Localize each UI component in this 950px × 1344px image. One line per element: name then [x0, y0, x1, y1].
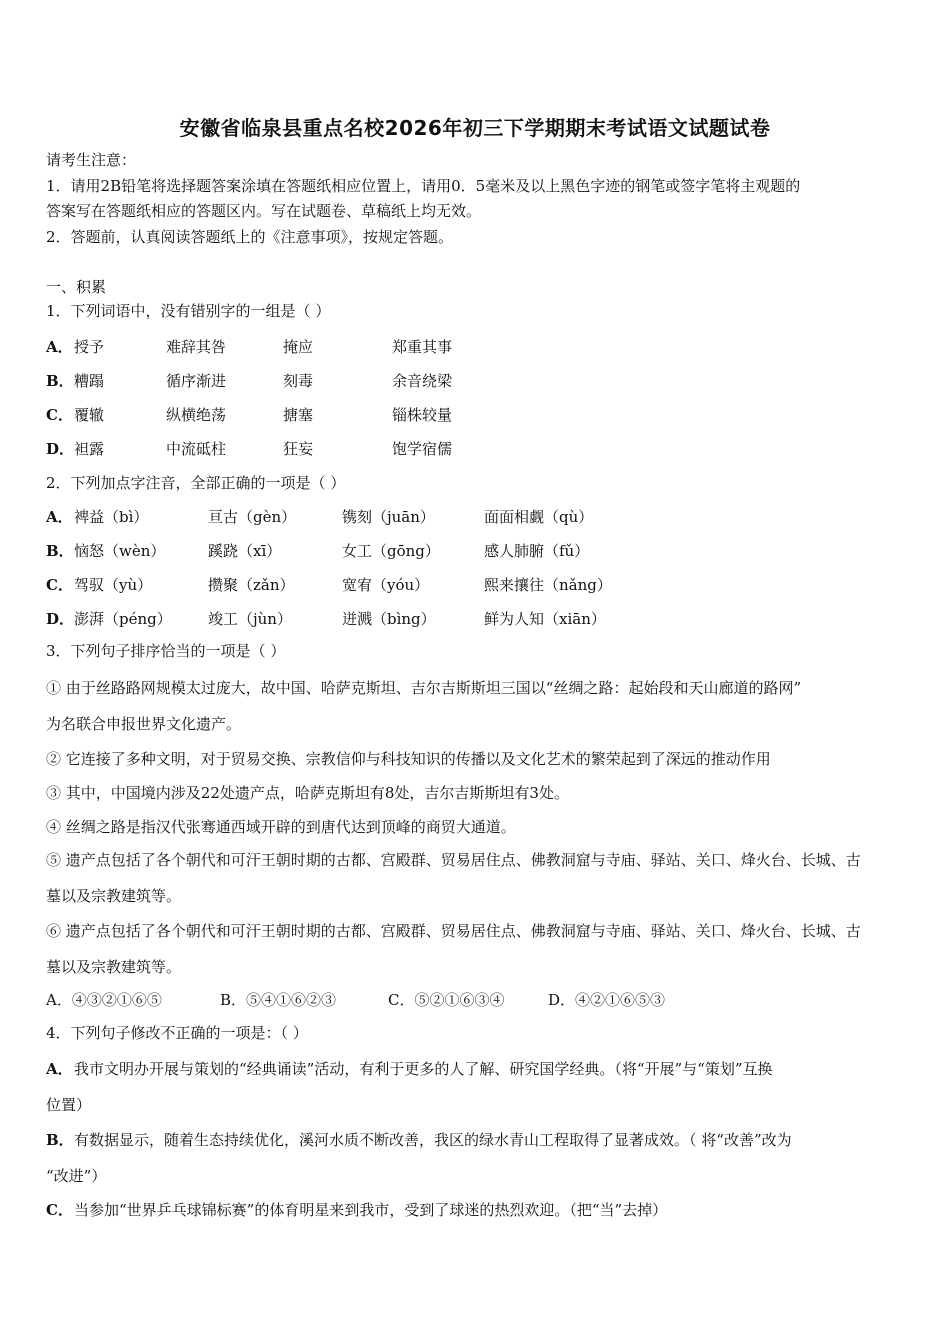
- option-word: 攒聚（zǎn）: [208, 576, 295, 594]
- option-word: 迸溅（bìng）: [342, 610, 436, 628]
- option-word: 难辞其咎: [166, 338, 227, 356]
- option-word: 掩应: [283, 338, 314, 356]
- q3-option-b: B．⑤④①⑥②③: [220, 991, 337, 1009]
- option-word: 女工（gōng）: [342, 542, 440, 560]
- option-word: 蹊跷（xī）: [208, 542, 282, 560]
- q4-option-b-line-2: “改进”）: [46, 1167, 107, 1185]
- option-word: 面面相觑（qù）: [484, 508, 594, 526]
- option-word: 余音绕梁: [392, 372, 453, 390]
- option-label: D．: [46, 440, 75, 458]
- option-label: A．: [46, 508, 73, 526]
- option-word: 狂妄: [283, 440, 314, 458]
- option-word: 澎湃（péng）: [74, 610, 172, 628]
- option-word: 刻毒: [283, 372, 314, 390]
- option-word: 循序渐进: [166, 372, 227, 390]
- option-word: 糟蹋: [74, 372, 105, 390]
- q3-sentence-5-line-1: ⑤ 遗产点包括了各个朝代和可汗王朝时期的古都、宫殿群、贸易居住点、佛教洞窟与寺庙、驿站、关口、烽火台、长城、古: [46, 851, 861, 869]
- notice-item-1-line-1: 1．请用2B铅笔将选择题答案涂填在答题纸相应位置上，请用0．5毫米及以上黑色字迹的钢笔或签字笔将主观题的: [46, 177, 801, 195]
- option-label: C．: [46, 1201, 73, 1219]
- option-word: 覆辙: [74, 406, 105, 424]
- option-word: 鲜为人知（xiān）: [484, 610, 606, 628]
- option-word: 宽宥（yóu）: [342, 576, 430, 594]
- option-word: 纵横绝荡: [166, 406, 227, 424]
- q3-sentence-4: ④ 丝绸之路是指汉代张骞通西域开辟的到唐代达到顶峰的商贸大通道。: [46, 818, 516, 836]
- page-title: 安徽省临泉县重点名校2026年初三下学期期末考试语文试题试卷: [179, 116, 771, 140]
- option-word: 中流砥柱: [166, 440, 227, 458]
- option-label: A．: [46, 1060, 73, 1078]
- option-word: 裨益（bì）: [74, 508, 149, 526]
- notice-item-2: 2．答题前，认真阅读答题纸上的《注意事项》，按规定答题。: [46, 228, 454, 246]
- option-label: B．: [46, 542, 74, 560]
- notice-heading: 请考生注意：: [46, 151, 137, 169]
- option-word: 恼怒（wèn）: [74, 542, 166, 560]
- q3-sentence-3: ③ 其中，中国境内涉及22处遗产点，哈萨克斯坦有8处，吉尔吉斯斯坦有3处。: [46, 784, 569, 802]
- option-word: 熙来攘往（nǎng）: [484, 576, 612, 594]
- option-label: B．: [46, 1131, 74, 1149]
- option-word: 袒露: [74, 440, 105, 458]
- q3-stem: 3．下列句子排序恰当的一项是（ ）: [46, 642, 286, 660]
- option-word: 郑重其事: [392, 338, 453, 356]
- option-word: 感人肺腑（fǔ）: [484, 542, 590, 560]
- q3-sentence-6-line-2: 墓以及宗教建筑等。: [46, 958, 182, 976]
- q3-sentence-2: ② 它连接了多种文明，对于贸易交换、宗教信仰与科技知识的传播以及文化艺术的繁荣起到了深远的推动作用: [46, 750, 771, 768]
- option-word: 搪塞: [283, 406, 314, 424]
- q1-stem: 1．下列词语中，没有错别字的一组是（ ）: [46, 302, 331, 320]
- notice-item-1-line-2: 答案写在答题纸相应的答题区内。写在试题卷、草稿纸上均无效。: [46, 202, 482, 220]
- q3-option-c: C．⑤②①⑥③④: [388, 991, 505, 1009]
- option-word: 锱株较量: [392, 406, 453, 424]
- q4-option-a-line-2: 位置）: [46, 1096, 92, 1114]
- q3-sentence-6-line-1: ⑥ 遗产点包括了各个朝代和可汗王朝时期的古都、宫殿群、贸易居住点、佛教洞窟与寺庙、驿站、关口、烽火台、长城、古: [46, 922, 861, 940]
- q3-option-d: D．④②①⑥⑤③: [548, 991, 666, 1009]
- option-word: 镌刻（juān）: [342, 508, 435, 526]
- q3-sentence-5-line-2: 墓以及宗教建筑等。: [46, 887, 182, 905]
- option-word: 授予: [74, 338, 105, 356]
- option-label: D．: [46, 610, 75, 628]
- q3-sentence-1-line-2: 为名联合申报世界文化遗产。: [46, 715, 242, 733]
- q2-stem: 2．下列加点字注音，全部正确的一项是（ ）: [46, 474, 346, 492]
- option-label: B．: [46, 372, 74, 390]
- option-word: 竣工（jùn）: [208, 610, 292, 628]
- q3-sentence-1-line-1: ① 由于丝路路网规模太过庞大，故中国、哈萨克斯坦、吉尔吉斯斯坦三国以“丝绸之路：起始段和天山廊道的路网”: [46, 679, 802, 697]
- option-label: A．: [46, 338, 73, 356]
- q4-option-a-line-1: 我市文明办开展与策划的“经典诵读”活动，有利于更多的人了解、研究国学经典。（将“开展”与“策划”互换: [74, 1060, 773, 1078]
- q3-option-a: A．④③②①⑥⑤: [46, 991, 162, 1009]
- option-label: C．: [46, 576, 73, 594]
- option-word: 亘古（gèn）: [208, 508, 297, 526]
- q4-option-c-line-1: 当参加“世界乒乓球锦标赛”的体育明星来到我市，受到了球迷的热烈欢迎。（把“当”去掉）: [74, 1201, 668, 1219]
- q4-stem: 4．下列句子修改不正确的一项是：（ ）: [46, 1024, 308, 1042]
- option-word: 饱学宿儒: [392, 440, 453, 458]
- q4-option-b-line-1: 有数据显示，随着生态持续优化，溪河水质不断改善，我区的绿水青山工程取得了显著成效。（ 将“改善”改为: [74, 1131, 792, 1149]
- section-heading: 一、积累: [46, 278, 107, 296]
- option-word: 驾驭（yù）: [74, 576, 153, 594]
- option-label: C．: [46, 406, 73, 424]
